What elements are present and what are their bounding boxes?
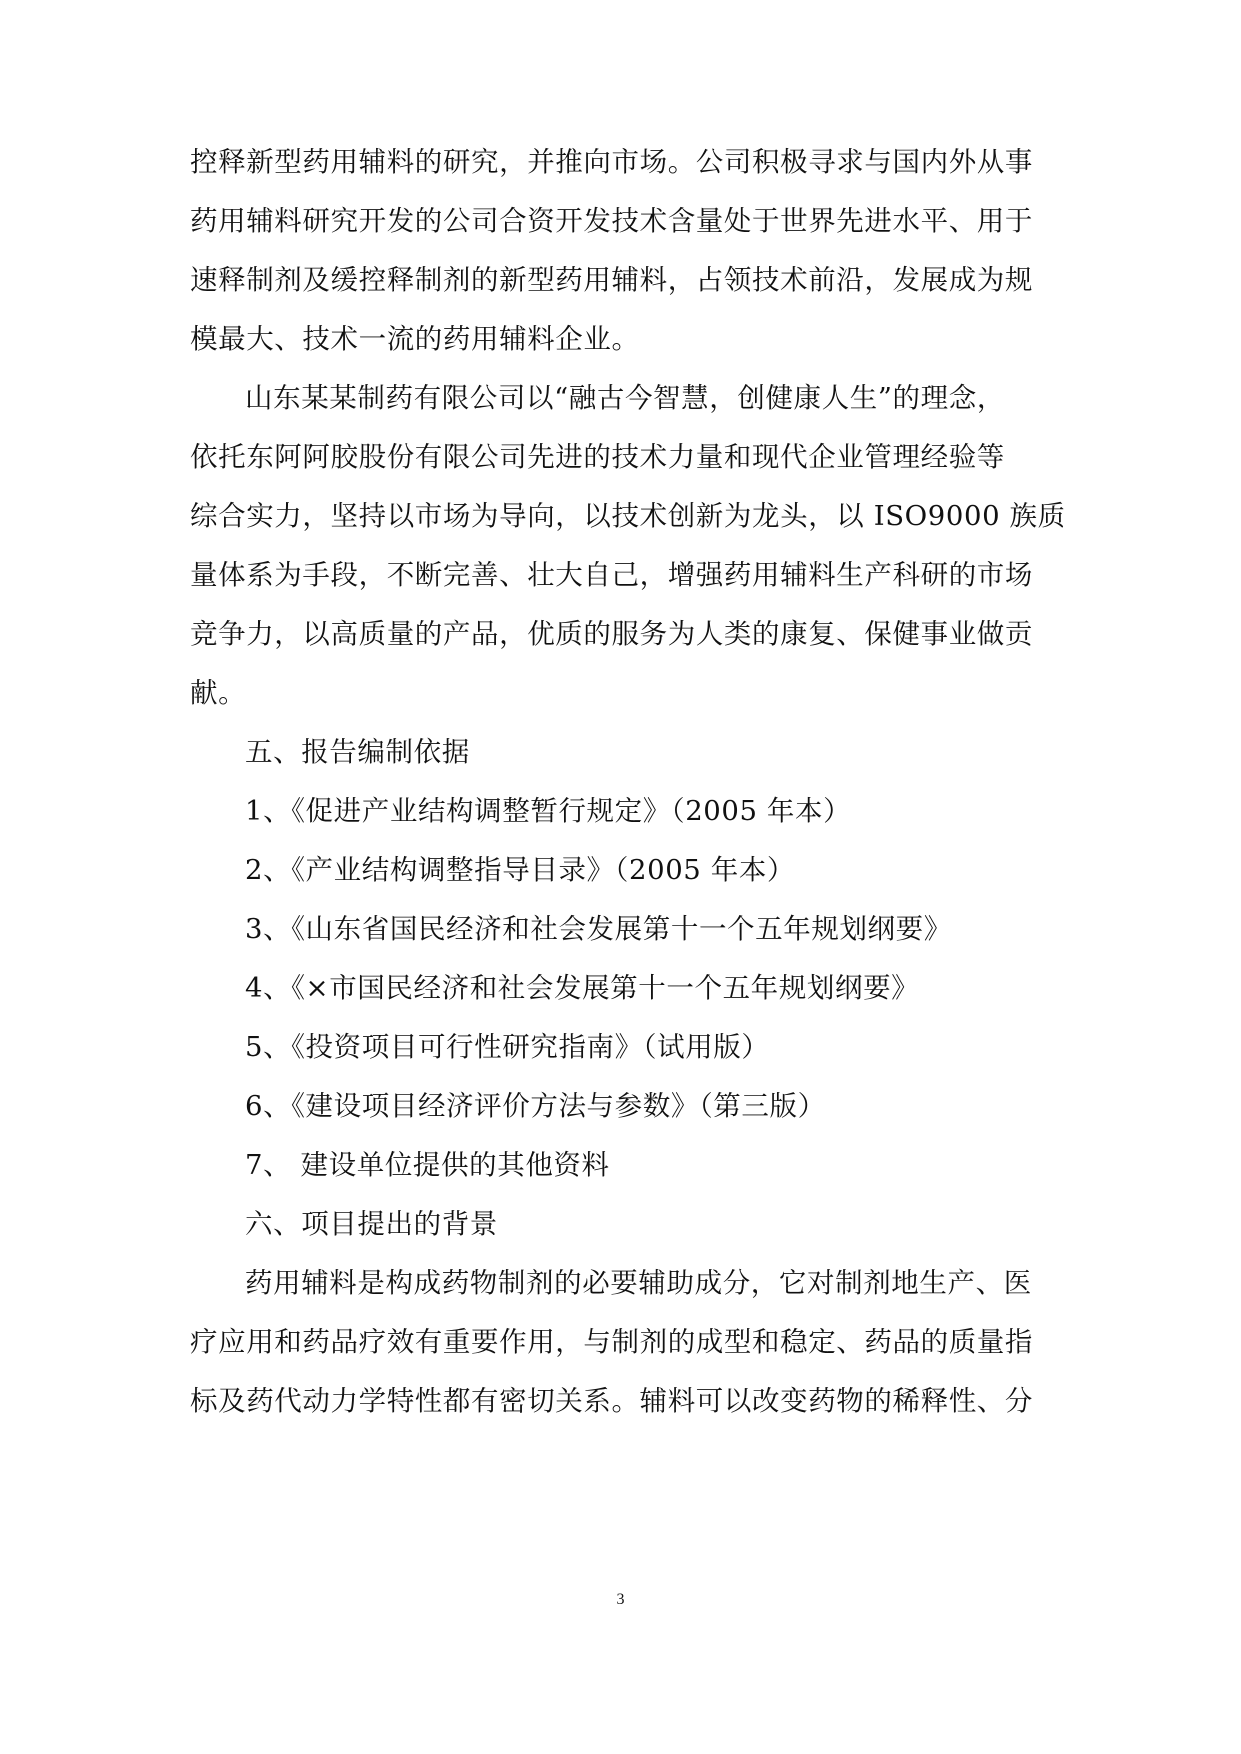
paragraph-2-line-2: 依托东阿阿胶股份有限公司先进的技术力量和现代企业管理经验等	[190, 441, 1005, 473]
paragraph-1-line-4: 模最大、技术一流的药用辅料企业。	[190, 323, 640, 355]
paragraph-1-line-2: 药用辅料研究开发的公司合资开发技术含量处于世界先进水平、用于	[190, 205, 1033, 237]
paragraph-1-line-3: 速释制剂及缓控释制剂的新型药用辅料，占领技术前沿，发展成为规	[190, 264, 1033, 296]
basis-item-2: 2、《产业结构调整指导目录》（2005 年本）	[245, 854, 796, 886]
paragraph-2-line-6: 献。	[190, 677, 247, 709]
section-5-heading: 五、报告编制依据	[245, 736, 470, 768]
paragraph-3-line-1: 药用辅料是构成药物制剂的必要辅助成分，它对制剂地生产、医	[245, 1267, 1032, 1299]
basis-item-5: 5、《投资项目可行性研究指南》（试用版）	[245, 1031, 770, 1063]
page-number: 3	[616, 1591, 625, 1608]
basis-item-1: 1、《促进产业结构调整暂行规定》（2005 年本）	[245, 795, 852, 827]
basis-item-3: 3、《山东省国民经济和社会发展第十一个五年规划纲要》	[245, 913, 952, 945]
section-6-heading: 六、项目提出的背景	[245, 1208, 498, 1240]
paragraph-2-line-1: 山东某某制药有限公司以“融古今智慧，创健康人生”的理念，	[245, 382, 1005, 414]
paragraph-2-line-4: 量体系为手段，不断完善、壮大自己，增强药用辅料生产科研的市场	[190, 559, 1033, 591]
paragraph-1-line-1: 控释新型药用辅料的研究，并推向市场。公司积极寻求与国内外从事	[190, 146, 1033, 178]
basis-item-4: 4、《×市国民经济和社会发展第十一个五年规划纲要》	[245, 972, 920, 1004]
basis-item-6: 6、《建设项目经济评价方法与参数》（第三版）	[245, 1090, 826, 1122]
basis-item-7: 7、 建设单位提供的其他资料	[245, 1149, 610, 1181]
paragraph-3-line-3: 标及药代动力学特性都有密切关系。辅料可以改变药物的稀释性、分	[190, 1385, 1033, 1417]
paragraph-2-line-3: 综合实力，坚持以市场为导向，以技术创新为龙头，以 ISO9000 族质	[190, 500, 1066, 532]
paragraph-3-line-2: 疗应用和药品疗效有重要作用，与制剂的成型和稳定、药品的质量指	[190, 1326, 1033, 1358]
paragraph-2-line-5: 竞争力，以高质量的产品，优质的服务为人类的康复、保健事业做贡	[190, 618, 1033, 650]
